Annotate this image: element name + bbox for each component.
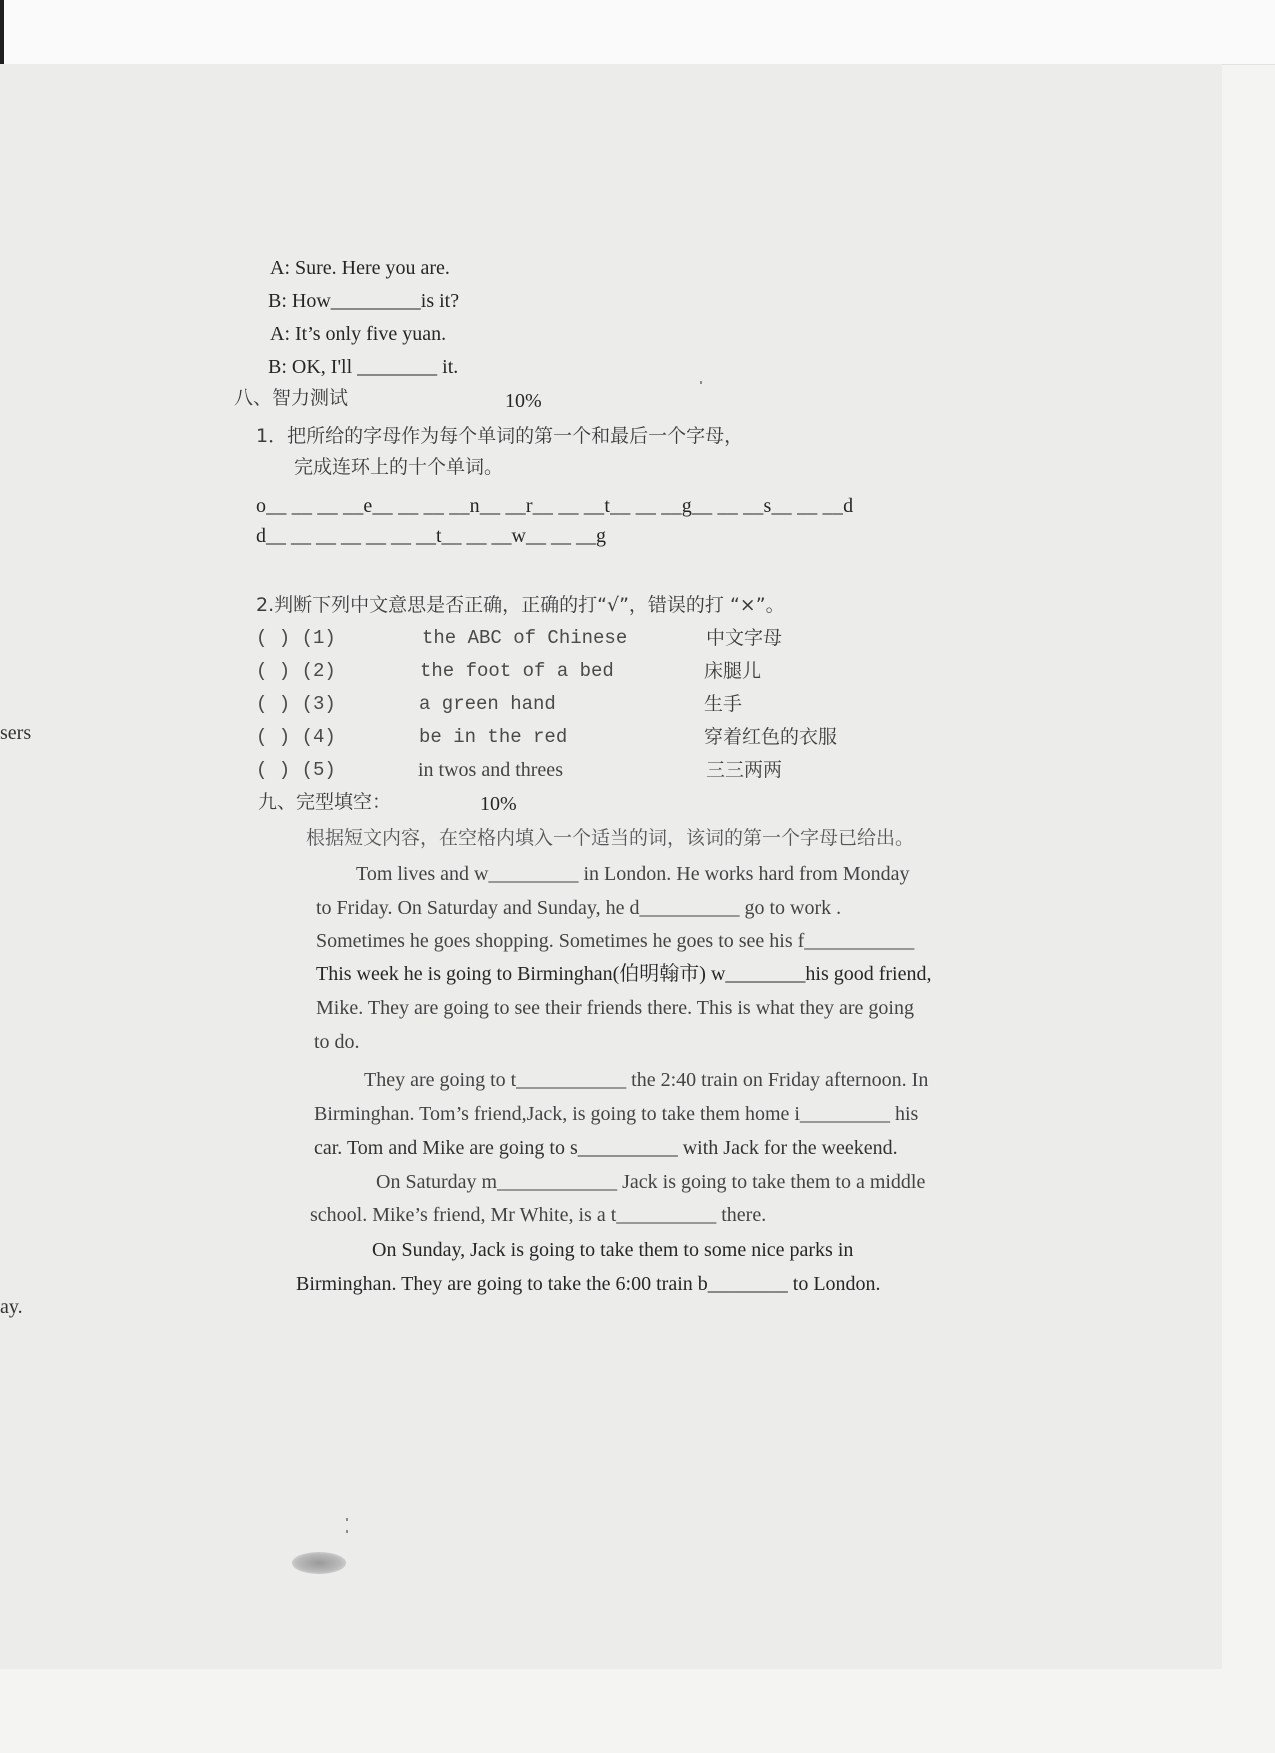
q2-item-phrase: a green hand — [419, 693, 556, 715]
q1-instruction-line2: 完成连环上的十个单词。 — [294, 456, 504, 478]
scan-speck — [700, 381, 702, 384]
ink-smudge — [292, 1552, 346, 1574]
passage-line: Mike. They are going to see their friends there. This is what they are going — [316, 997, 914, 1019]
scan-speck — [346, 1530, 348, 1533]
q2-item-bracket: ( ) (2) — [256, 660, 336, 682]
section8-title: 八、智力测试 — [234, 387, 349, 409]
q1-instruction-line1: 1．把所给的字母作为每个单词的第一个和最后一个字母， — [256, 425, 744, 447]
passage-line: On Sunday, Jack is going to take them to some nice parks in — [372, 1239, 854, 1261]
q2-item-phrase: be in the red — [419, 726, 568, 748]
passage-line: to Friday. On Saturday and Sunday, he d__________ go to work . — [316, 897, 842, 919]
scanner-top-strip — [0, 0, 1275, 65]
passage-line: Birminghan. They are going to take the 6:00 train b________ to London. — [296, 1273, 881, 1295]
q2-item-phrase: the ABC of Chinese — [422, 627, 628, 649]
q2-item-meaning: 穿着红色的衣服 — [704, 726, 838, 748]
q2-item-meaning: 生手 — [704, 693, 743, 715]
passage-line: school. Mike’s friend, Mr White, is a t__________ there. — [310, 1204, 767, 1226]
q2-item-phrase: in twos and threes — [418, 759, 563, 781]
q2-item-meaning: 床腿儿 — [704, 660, 762, 682]
passage-line: Tom lives and w_________ in London. He works hard from Monday — [356, 863, 910, 885]
dialogue-line-3: A: It’s only five yuan. — [270, 323, 447, 345]
word-chain-line1: o__ __ __ __e__ __ __ __n__ __r__ __ __t__ __ __g__ __ __s__ __ __d — [256, 495, 854, 517]
scanner-edge-mark — [0, 0, 4, 64]
q2-item-phrase: the foot of a bed — [420, 660, 614, 682]
q2-instruction: 2.判断下列中文意思是否正确，正确的打“√”，错误的打 “×”。 — [256, 594, 785, 616]
passage-line: On Saturday m____________ Jack is going to take them to a middle — [376, 1171, 926, 1193]
q2-item-meaning: 中文字母 — [706, 627, 783, 649]
passage-line: to do. — [314, 1031, 360, 1053]
section9-score: 10% — [480, 793, 517, 815]
passage-line: This week he is going to Birminghan(伯明翰市) w________his good friend, — [316, 963, 932, 985]
passage-line: Sometimes he goes shopping. Sometimes he goes to see his f___________ — [316, 930, 915, 952]
q2-item-bracket: ( ) (1) — [256, 627, 336, 649]
q2-item-bracket: ( ) (5) — [256, 759, 336, 781]
margin-fragment: ay. — [0, 1296, 23, 1318]
scan-speck — [346, 1518, 348, 1521]
margin-fragment: sers — [0, 722, 32, 744]
passage-line: car. Tom and Mike are going to s__________ with Jack for the weekend. — [314, 1137, 898, 1159]
section9-title: 九、完型填空： — [258, 791, 392, 813]
section9-instruction: 根据短文内容，在空格内填入一个适当的词，该词的第一个字母已给出。 — [306, 827, 915, 849]
q2-item-bracket: ( ) (3) — [256, 693, 336, 715]
word-chain-line2: d__ __ __ __ __ __ __t__ __ __w__ __ __g — [256, 525, 606, 547]
section8-score: 10% — [505, 390, 542, 412]
dialogue-line-1: A: Sure. Here you are. — [270, 257, 450, 279]
passage-line: Birminghan. Tom’s friend,Jack, is going to take them home i_________ his — [314, 1103, 919, 1125]
dialogue-line-4: B: OK, I'll ________ it. — [268, 356, 459, 378]
passage-line: They are going to t___________ the 2:40 train on Friday afternoon. In — [364, 1069, 929, 1091]
q2-item-meaning: 三三两两 — [706, 759, 783, 781]
q2-item-bracket: ( ) (4) — [256, 726, 336, 748]
dialogue-line-2: B: How_________is it? — [268, 290, 460, 312]
